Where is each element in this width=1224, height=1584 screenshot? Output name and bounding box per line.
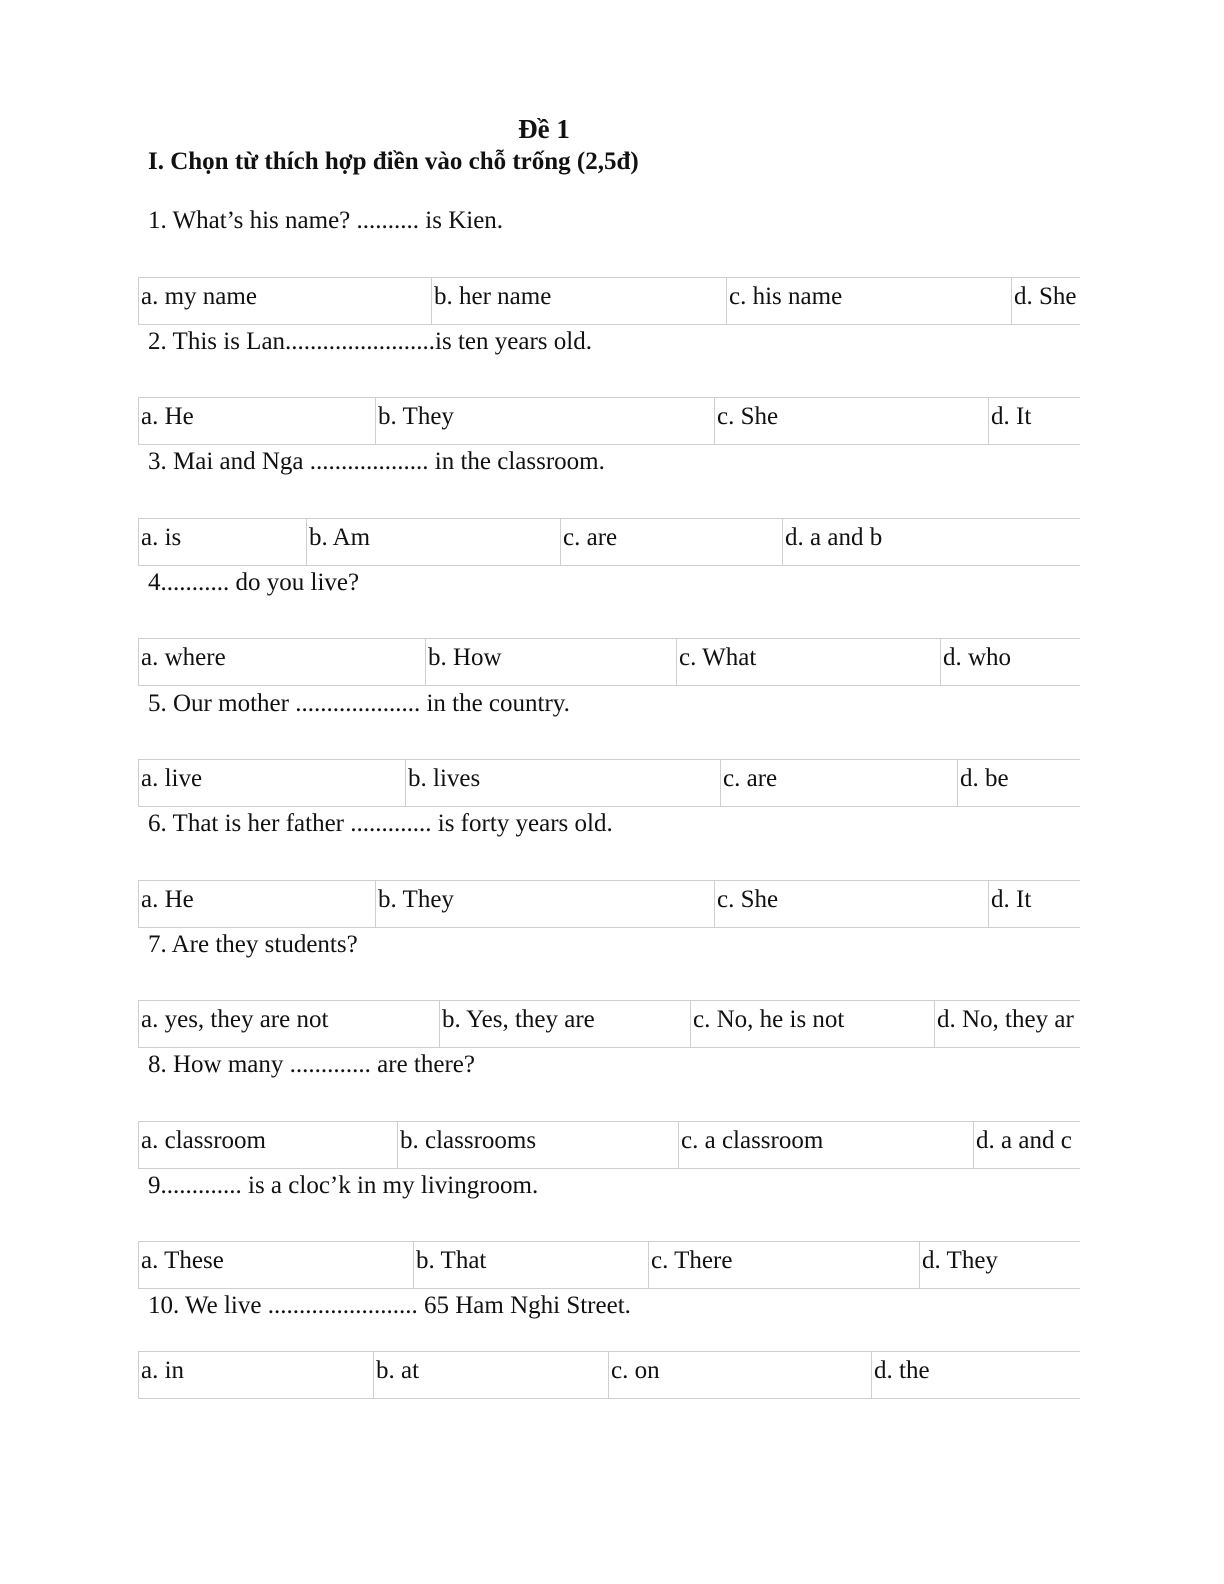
option-b[interactable]: b. They bbox=[375, 881, 714, 927]
question-8: 8. How many ............. are there? bbox=[148, 1051, 475, 1078]
option-d[interactable]: d. It bbox=[988, 398, 1080, 444]
option-a[interactable]: a. He bbox=[138, 398, 375, 444]
option-a[interactable]: a. live bbox=[138, 760, 405, 806]
question-6: 6. That is her father ............. is forty years old. bbox=[148, 810, 613, 837]
answer-row-7 bbox=[138, 1000, 1080, 1048]
answer-row-2 bbox=[138, 397, 1080, 445]
answer-row-8 bbox=[138, 1121, 1080, 1169]
option-c[interactable]: c. are bbox=[720, 760, 957, 806]
answer-row-9 bbox=[138, 1241, 1080, 1289]
option-b[interactable]: b. her name bbox=[431, 278, 726, 324]
option-d[interactable]: d. She bbox=[1011, 278, 1080, 324]
answer-row-10 bbox=[138, 1351, 1080, 1399]
question-10: 10. We live ........................ 65 Ham Nghi Street. bbox=[148, 1292, 631, 1319]
answer-row-5 bbox=[138, 759, 1080, 807]
option-a[interactable]: a. He bbox=[138, 881, 375, 927]
option-a[interactable]: a. These bbox=[138, 1242, 413, 1288]
option-b[interactable]: b. classrooms bbox=[397, 1122, 678, 1168]
option-b[interactable]: b. Yes, they are bbox=[439, 1001, 690, 1047]
option-c[interactable]: c. on bbox=[608, 1352, 871, 1398]
question-7: 7. Are they students? bbox=[148, 931, 358, 958]
option-a[interactable]: a. is bbox=[138, 519, 306, 565]
option-c[interactable]: c. No, he is not bbox=[690, 1001, 934, 1047]
option-c[interactable]: c. What bbox=[676, 639, 940, 685]
option-c[interactable]: c. She bbox=[714, 881, 988, 927]
option-d[interactable]: d. No, they ar bbox=[934, 1001, 1080, 1047]
option-a[interactable]: a. yes, they are not bbox=[138, 1001, 439, 1047]
section-heading: I. Chọn từ thích hợp điền vào chỗ trống (2,5đ) bbox=[148, 148, 639, 175]
question-3: 3. Mai and Nga ................... in the classroom. bbox=[148, 448, 605, 475]
answer-row-4 bbox=[138, 638, 1080, 686]
option-c[interactable]: c. are bbox=[560, 519, 782, 565]
question-5: 5. Our mother .................... in the country. bbox=[148, 690, 570, 717]
question-1: 1. What’s his name? .......... is Kien. bbox=[148, 207, 504, 234]
option-c[interactable]: c. his name bbox=[726, 278, 1011, 324]
question-9: 9............. is a cloc’k in my livingroom. bbox=[148, 1172, 539, 1199]
option-b[interactable]: b. How bbox=[425, 639, 676, 685]
option-b[interactable]: b. at bbox=[373, 1352, 608, 1398]
option-a[interactable]: a. where bbox=[138, 639, 425, 685]
option-d[interactable]: d. be bbox=[957, 760, 1080, 806]
option-d[interactable]: d. a and c bbox=[973, 1122, 1080, 1168]
option-b[interactable]: b. That bbox=[413, 1242, 648, 1288]
option-b[interactable]: b. Am bbox=[306, 519, 560, 565]
page-title: Đề 1 bbox=[518, 114, 570, 144]
option-d[interactable]: d. who bbox=[940, 639, 1080, 685]
option-b[interactable]: b. They bbox=[375, 398, 714, 444]
option-d[interactable]: d. It bbox=[988, 881, 1080, 927]
option-c[interactable]: c. There bbox=[648, 1242, 919, 1288]
answer-row-3 bbox=[138, 518, 1080, 566]
option-b[interactable]: b. lives bbox=[405, 760, 720, 806]
option-d[interactable]: d. the bbox=[871, 1352, 1080, 1398]
option-c[interactable]: c. She bbox=[714, 398, 988, 444]
option-a[interactable]: a. my name bbox=[138, 278, 431, 324]
question-2: 2. This is Lan........................is ten years old. bbox=[148, 328, 592, 355]
option-a[interactable]: a. classroom bbox=[138, 1122, 397, 1168]
option-a[interactable]: a. in bbox=[138, 1352, 373, 1398]
option-d[interactable]: d. They bbox=[919, 1242, 1080, 1288]
question-4: 4........... do you live? bbox=[148, 569, 360, 596]
answer-row-1 bbox=[138, 277, 1080, 325]
answer-row-6 bbox=[138, 880, 1080, 928]
option-d[interactable]: d. a and b bbox=[782, 519, 1080, 565]
option-c[interactable]: c. a classroom bbox=[678, 1122, 973, 1168]
